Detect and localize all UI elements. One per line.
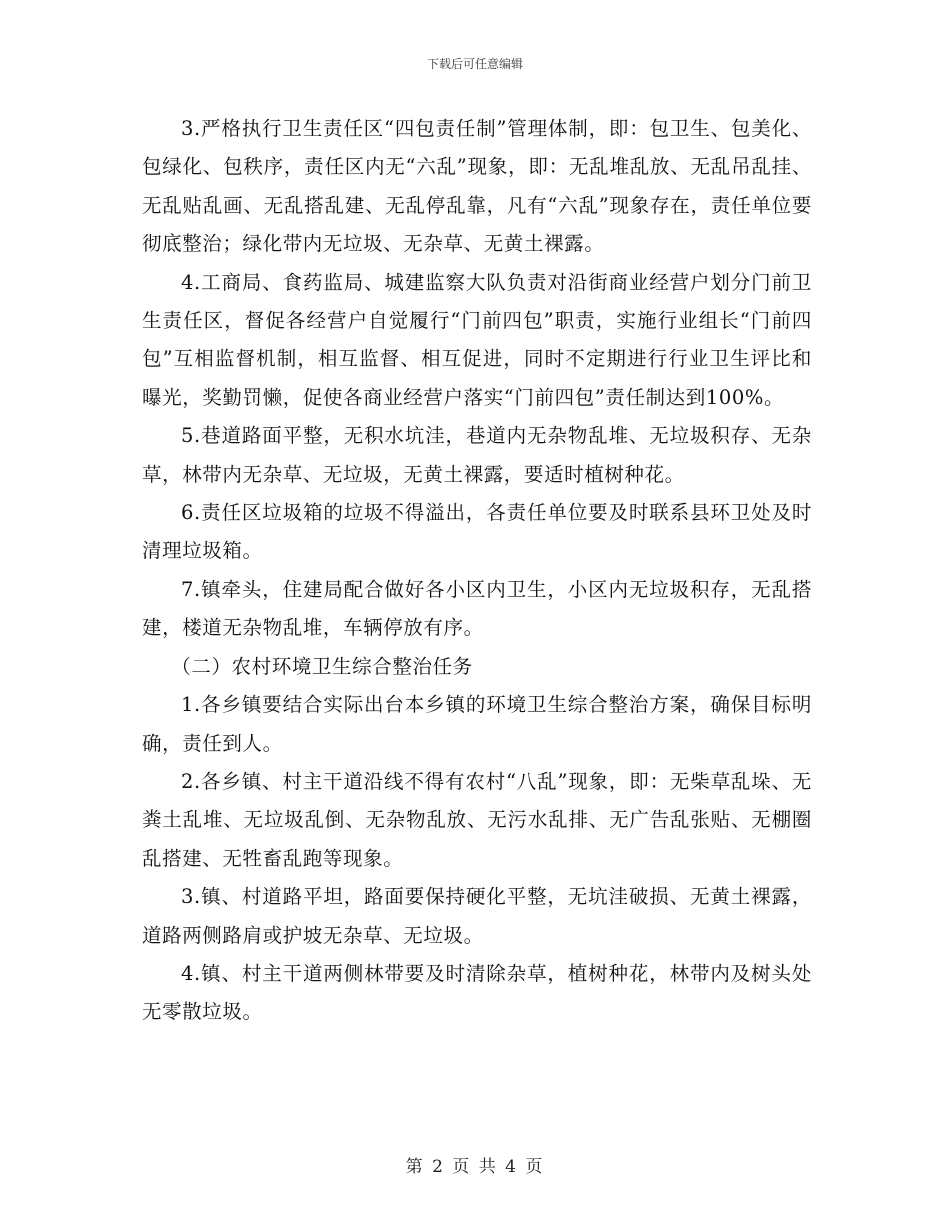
paragraph-item-4: 4.工商局、食药监局、城建监察大队负责对沿街商业经营户划分门前卫生责任区，督促各经营户自觉履行“门前四包”职责，实施行业组长“门前四包”互相监督机制，相互监督、相互促进，同时不定期进行行业卫生评比和曝光，奖勤罚懒，促使各商业经营户落实“门前四包”责任制达到100%。 xyxy=(142,270,812,409)
download-note: 下载后可任意编辑 xyxy=(426,57,523,71)
paragraph-rural-3: 3.镇、村道路平坦，路面要保持硬化平整，无坑洼破损、无黄土裸露，道路两侧路肩或护坡无杂草、无垃圾。 xyxy=(142,885,812,947)
paragraph-rural-1: 1.各乡镇要结合实际出台本乡镇的环境卫生综合整治方案，确保目标明确，责任到人。 xyxy=(142,693,812,755)
page-number: 第 2 页 共 4 页 xyxy=(405,1157,545,1177)
paragraph-rural-4: 4.镇、村主干道两侧林带要及时清除杂草，植树种花，林带内及树头处无零散垃圾。 xyxy=(142,961,812,1024)
paragraph-item-5: 5.巷道路面平整，无积水坑洼，巷道内无杂物乱堆、无垃圾积存、无杂草，林带内无杂草、无垃圾，无黄土裸露，要适时植树种花。 xyxy=(142,424,812,486)
document-body xyxy=(142,110,812,1032)
section-heading: （二）农村环境卫生综合整治任务 xyxy=(171,654,473,678)
paragraph-item-6: 6.责任区垃圾箱的垃圾不得溢出，各责任单位要及时联系县环卫处及时清理垃圾箱。 xyxy=(142,501,812,563)
paragraph-item-7: 7.镇牵头，住建局配合做好各小区内卫生，小区内无垃圾积存，无乱搭建，楼道无杂物乱堆，车辆停放有序。 xyxy=(142,577,812,640)
paragraph-item-3: 3.严格执行卫生责任区“四包责任制”管理体制，即：包卫生、包美化、包绿化、包秩序，责任区内无“六乱”现象，即：无乱堆乱放、无乱吊乱挂、无乱贴乱画、无乱搭乱建、无乱停乱靠，凡有“六乱”现象存在，责任单位要彻底整治；绿化带内无垃圾、无杂草、无黄土裸露。 xyxy=(142,117,812,256)
paragraph-rural-2: 2.各乡镇、村主干道沿线不得有农村“八乱”现象，即：无柴草乱垛、无粪土乱堆、无垃圾乱倒、无杂物乱放、无污水乱排、无广告乱张贴、无棚圈乱搭建、无牲畜乱跑等现象。 xyxy=(142,769,812,870)
